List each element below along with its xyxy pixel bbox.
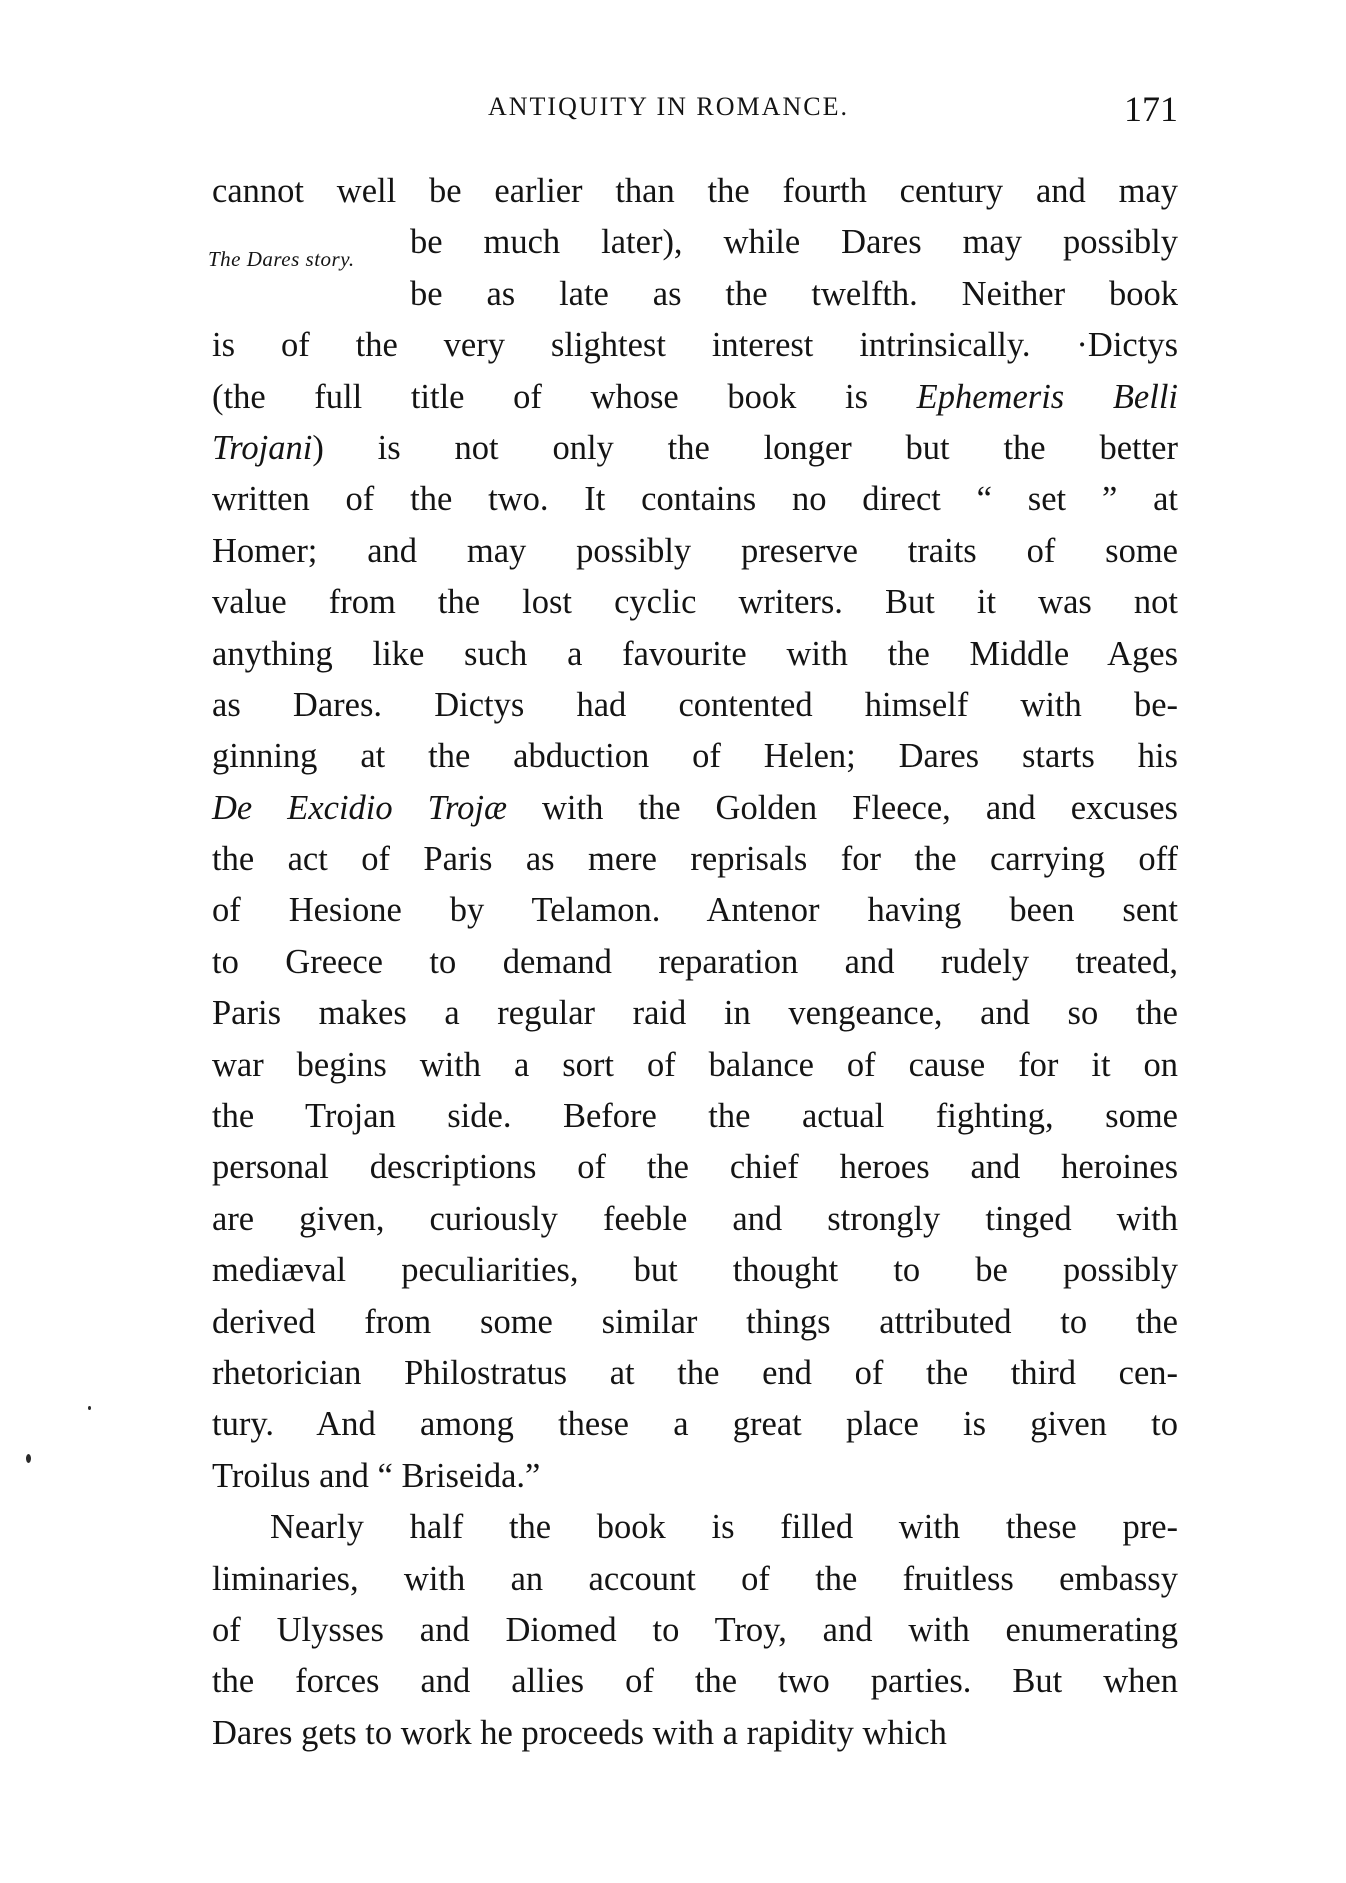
text-segment: Paris makes a regular raid in vengeance, and so the: [212, 994, 1178, 1033]
text-line: [212, 1091, 1178, 1142]
body-text: [212, 166, 1178, 1759]
text-segment: anything like such a favourite with the Middle Ages: [212, 634, 1178, 673]
text-line: [212, 1708, 1178, 1759]
italic-text: Ephemeris Belli: [916, 377, 1178, 416]
text-segment: rhetorician Philostratus at the end of the third cen-: [212, 1353, 1178, 1392]
text-segment: derived from some similar things attributed to the: [212, 1302, 1178, 1341]
text-segment: of Hesione by Telamon. Antenor having been sent: [212, 891, 1178, 930]
text-segment: with the Golden Fleece, and excuses: [506, 788, 1178, 827]
text-segment: liminaries, with an account of the fruitless embassy: [212, 1559, 1178, 1598]
text-segment: ginning at the abduction of Helen; Dares starts his: [212, 737, 1178, 776]
text-segment: the forces and allies of the two parties. But when: [212, 1662, 1178, 1701]
text-segment: personal descriptions of the chief heroes and heroines: [212, 1148, 1178, 1187]
text-line: [212, 1605, 1178, 1656]
text-line: [212, 474, 1178, 525]
text-segment: Troilus and “ Briseida.”: [212, 1456, 541, 1495]
text-line: [212, 1451, 1178, 1502]
text-line: [212, 1194, 1178, 1245]
text-line: [212, 1399, 1178, 1450]
text-line: [212, 988, 1178, 1039]
text-line: [212, 1348, 1178, 1399]
text-segment: written of the two. It contains no direct “ set ” at: [212, 480, 1178, 519]
text-segment: as Dares. Dictys had contented himself with be-: [212, 685, 1178, 724]
text-segment: Homer; and may possibly preserve traits of some: [212, 531, 1178, 570]
text-segment: be much later), while Dares may possibly: [410, 223, 1178, 262]
text-line: [212, 423, 1178, 474]
text-line: [212, 372, 1178, 423]
text-line: [212, 629, 1178, 680]
text-segment: (the full title of whose book is: [212, 377, 917, 416]
text-segment: the act of Paris as mere reprisals for the carrying off: [212, 840, 1178, 879]
text-line: [212, 1297, 1178, 1348]
text-segment: war begins with a sort of balance of cause for it on: [212, 1045, 1178, 1084]
text-line: [212, 1554, 1178, 1605]
page-header: [0, 88, 1346, 128]
text-segment: to Greece to demand reparation and rudely treated,: [212, 942, 1178, 981]
text-segment: ) is not only the longer but the better: [312, 428, 1178, 467]
text-segment: be as late as the twelfth. Neither book: [410, 274, 1178, 313]
text-line: [212, 1142, 1178, 1193]
text-line: [212, 783, 1178, 834]
ink-speck: [88, 1406, 91, 1410]
text-segment: of Ulysses and Diomed to Troy, and with enumerating: [212, 1610, 1178, 1649]
text-line: [212, 1656, 1178, 1707]
text-segment: is of the very slightest interest intrinsically. ·Dictys: [212, 326, 1178, 365]
text-line: [212, 320, 1178, 371]
text-line: [212, 1040, 1178, 1091]
italic-text: De Excidio Trojæ: [212, 788, 507, 827]
italic-text: Trojani: [212, 428, 313, 467]
page-number: 171: [1124, 89, 1178, 129]
text-segment: are given, curiously feeble and strongly tinged with: [212, 1199, 1178, 1238]
text-segment: value from the lost cyclic writers. But it was not: [212, 583, 1178, 622]
ink-speck: [26, 1454, 31, 1463]
text-line: [212, 680, 1178, 731]
text-line: [212, 577, 1178, 628]
text-line: [212, 526, 1178, 577]
margin-note: The Dares story.: [208, 247, 355, 271]
text-line: [212, 1245, 1178, 1296]
running-title: ANTIQUITY IN ROMANCE.: [488, 92, 849, 121]
text-line: [212, 731, 1178, 782]
text-line: [410, 269, 1178, 320]
text-segment: Nearly half the book is filled with these pre-: [270, 1508, 1178, 1547]
text-line: [212, 834, 1178, 885]
text-line: [212, 885, 1178, 936]
text-segment: tury. And among these a great place is given to: [212, 1405, 1178, 1444]
text-segment: mediæval peculiarities, but thought to be possibly: [212, 1251, 1178, 1290]
text-line: [212, 166, 1178, 217]
text-segment: cannot well be earlier than the fourth century and may: [212, 172, 1178, 210]
text-line: [410, 217, 1178, 268]
text-segment: the Trojan side. Before the actual fighting, some: [212, 1097, 1178, 1136]
text-segment: Dares gets to work he proceeds with a rapidity which: [212, 1713, 947, 1752]
text-line: [212, 937, 1178, 988]
text-line: [212, 1502, 1178, 1553]
